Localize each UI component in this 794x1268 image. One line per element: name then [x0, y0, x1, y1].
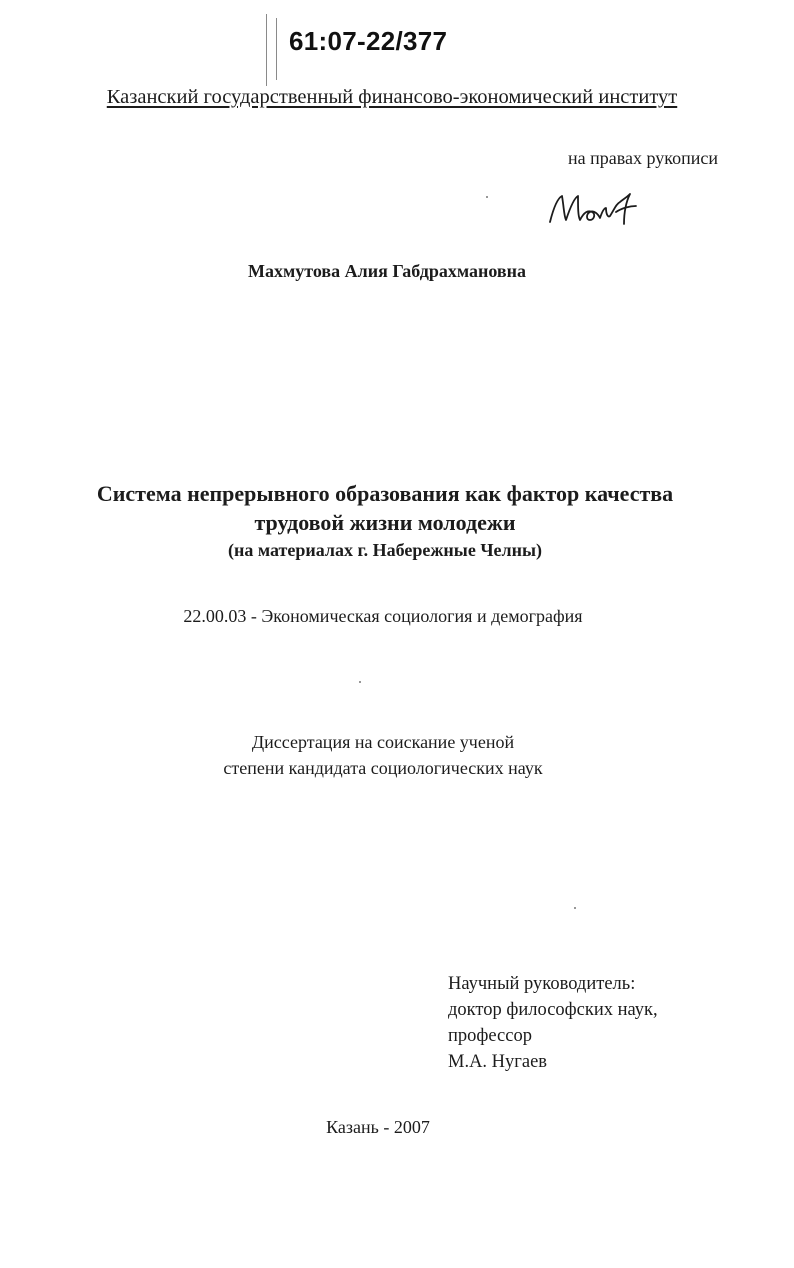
signature: [544, 184, 644, 236]
scan-artifact-line: [276, 18, 277, 80]
title-line-1: Система непрерывного образования как фактор качества: [96, 481, 674, 506]
title-line-2: трудовой жизни молодежи: [254, 510, 516, 535]
dissertation-title: [0, 479, 770, 563]
supervisor-rank: профессор: [448, 1026, 532, 1046]
supervisor-degree: доктор философских наук,: [448, 1000, 658, 1020]
author-name: Махмутова Алия Габдрахмановна: [247, 261, 527, 281]
supervisor-name: М.А. Нугаев: [448, 1052, 548, 1072]
supervisor-block: [448, 971, 658, 1075]
scan-speck: [359, 681, 361, 683]
degree-statement: [0, 729, 766, 781]
title-subtitle: (на материалах г. Набережные Челны): [227, 540, 543, 560]
specialty-code: 22.00.03 - Экономическая социология и демография: [183, 606, 583, 626]
rights-note: на правах рукописи: [568, 148, 718, 168]
institution-name: Казанский государственный финансово-экономический институт: [106, 86, 678, 108]
scan-speck: [486, 196, 488, 198]
degree-line-2: степени кандидата социологических наук: [223, 758, 543, 778]
degree-line-1: Диссертация на соискание ученой: [251, 732, 515, 752]
supervisor-role: Научный руководитель:: [448, 974, 636, 994]
catalog-number: 61:07-22/377: [289, 26, 448, 56]
place-and-year: Казань - 2007: [326, 1117, 430, 1137]
scan-speck: [574, 907, 576, 909]
scan-artifact-line: [266, 14, 267, 86]
